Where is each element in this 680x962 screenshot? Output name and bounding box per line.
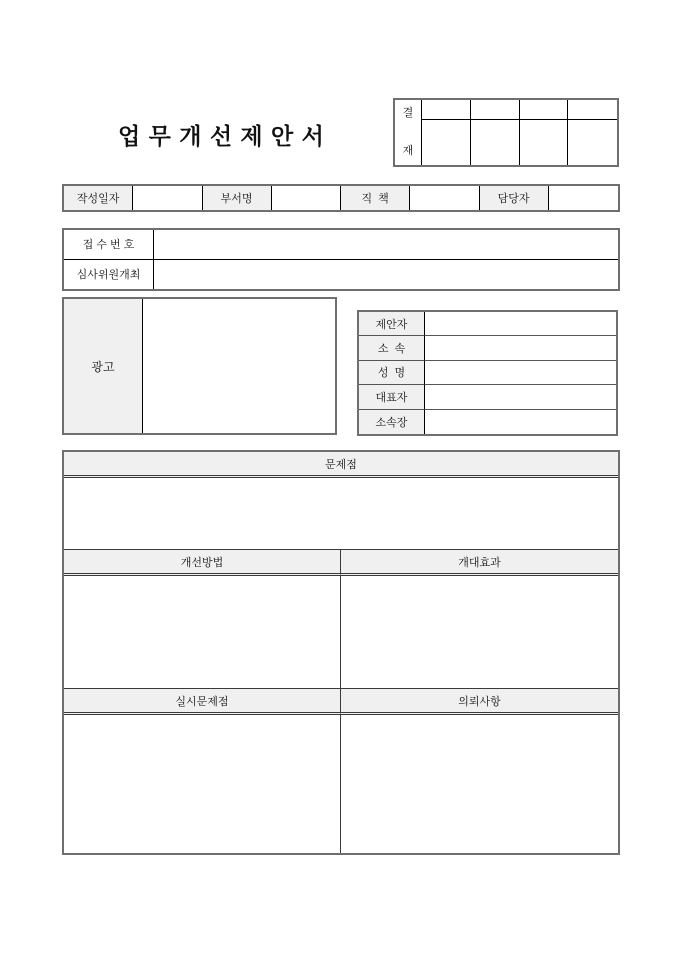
write-date-value[interactable]: [133, 186, 202, 210]
receipt-number-label: 접 수 번 호: [64, 230, 154, 260]
approval-cell[interactable]: [568, 120, 617, 165]
proposer-label: 제안자: [359, 312, 425, 336]
improvement-value[interactable]: [64, 576, 341, 689]
review-committee-value[interactable]: [154, 260, 618, 290]
dept-name-label: 부서명: [203, 186, 272, 210]
approval-stamp-label: [395, 100, 422, 165]
affiliation-value[interactable]: [425, 336, 616, 360]
manager-value[interactable]: [549, 186, 618, 210]
implementation-problem-value[interactable]: [64, 715, 341, 853]
representative-label: 대표자: [359, 385, 425, 409]
problem-header: 문제점: [64, 452, 618, 478]
affiliation-label: 소 속: [359, 336, 425, 360]
approval-cell[interactable]: [520, 100, 569, 120]
info-row-table: [62, 184, 620, 212]
receipt-table: [62, 228, 620, 291]
expected-effect-header: 개대효과: [341, 550, 618, 576]
approval-cell[interactable]: [422, 120, 471, 165]
approval-cell[interactable]: [471, 120, 520, 165]
name-value[interactable]: [425, 361, 616, 385]
approval-cell[interactable]: [422, 100, 471, 120]
ad-label: 광고: [64, 299, 143, 433]
name-label: 성 명: [359, 361, 425, 385]
dept-name-value[interactable]: [272, 186, 341, 210]
approval-cell[interactable]: [520, 120, 569, 165]
approval-cell[interactable]: [471, 100, 520, 120]
manager-label: 담당자: [480, 186, 549, 210]
proposer-value[interactable]: [425, 312, 616, 336]
approval-label-bottom: 재: [402, 145, 414, 157]
ad-table: [62, 297, 337, 435]
page-title: 업 무 개 선 제 안 서: [118, 123, 325, 149]
representative-value[interactable]: [425, 385, 616, 409]
improvement-header: 개선방법: [64, 550, 341, 576]
proposer-table: [357, 310, 618, 436]
implementation-problem-header: 실시문제점: [64, 689, 341, 715]
approval-label-top: 결: [402, 107, 414, 119]
position-value[interactable]: [410, 186, 479, 210]
ad-value[interactable]: [143, 299, 335, 433]
request-header: 의뢰사항: [341, 689, 618, 715]
affiliation-head-value[interactable]: [425, 410, 616, 434]
affiliation-head-label: 소속장: [359, 410, 425, 434]
approval-cell[interactable]: [568, 100, 617, 120]
request-value[interactable]: [341, 715, 618, 853]
main-table: [62, 450, 620, 855]
approval-signature-grid: [422, 100, 617, 165]
problem-value[interactable]: [64, 478, 618, 550]
approval-table: [393, 98, 619, 167]
write-date-label: 작성일자: [64, 186, 133, 210]
expected-effect-value[interactable]: [341, 576, 618, 689]
position-label: 직 책: [341, 186, 410, 210]
receipt-number-value[interactable]: [154, 230, 618, 260]
review-committee-label: 심사위원개최: [64, 260, 154, 290]
